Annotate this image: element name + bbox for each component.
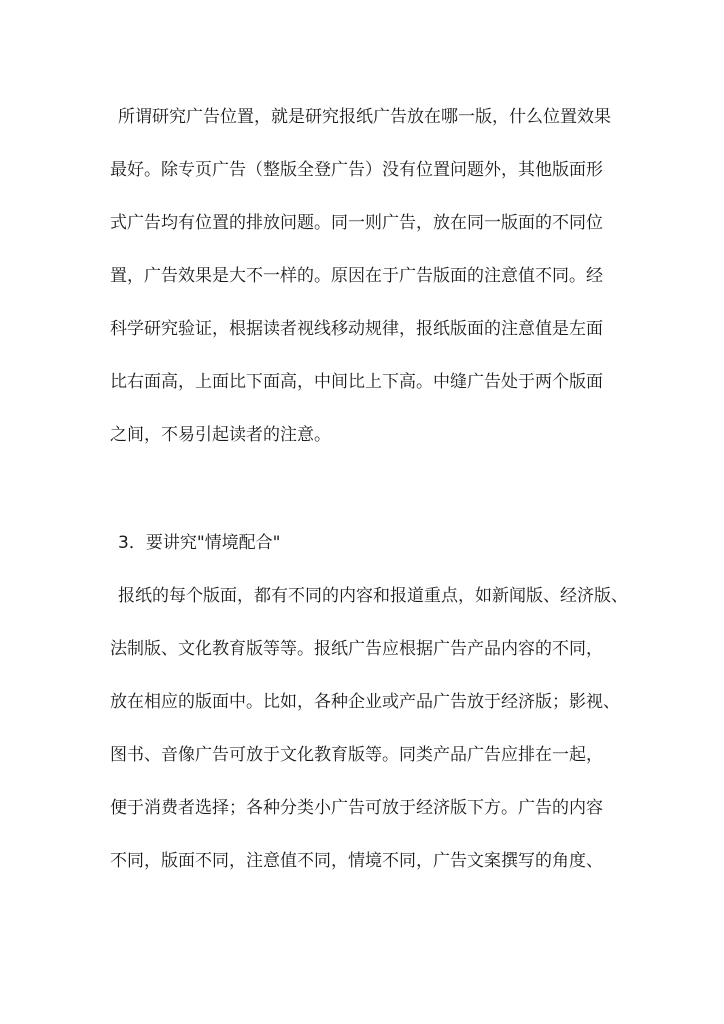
paragraph-line: 式广告均有位置的排放问题。同一则广告，放在同一版面的不同位 [110,213,603,233]
paragraph-line: 报纸的每个版面，都有不同的内容和报道重点，如新闻版、经济版、 [118,586,628,606]
paragraph-line: 放在相应的版面中。比如，各种企业或产品广告放于经济版；影视、 [110,692,620,712]
paragraph-line: 置，广告效果是大不一样的。原因在于广告版面的注意值不同。经 [110,266,603,286]
paragraph-line: 所谓研究广告位置，就是研究报纸广告放在哪一版，什么位置效果 [118,107,611,127]
paragraph-line: 图书、音像广告可放于文化教育版等。同类产品广告应排在一起， [110,745,603,765]
paragraph-line: 科学研究验证，根据读者视线移动规律，报纸版面的注意值是左面 [110,319,603,339]
paragraph-line: 最好。除专页广告（整版全登广告）没有位置问题外，其他版面形 [110,160,603,180]
paragraph-line: 便于消费者选择；各种分类小广告可放于经济版下方。广告的内容 [110,798,603,818]
paragraph-line: 比右面高，上面比下面高，中间比上下高。中缝广告处于两个版面 [110,372,603,392]
section-heading: 3．要讲究"情境配合" [118,533,281,553]
paragraph-line: 不同，版面不同，注意值不同，情境不同，广告文案撰写的角度、 [110,851,603,871]
paragraph-line: 之间，不易引起读者的注意。 [110,425,331,445]
paragraph-line: 法制版、文化教育版等等。报纸广告应根据广告产品内容的不同， [110,639,603,659]
